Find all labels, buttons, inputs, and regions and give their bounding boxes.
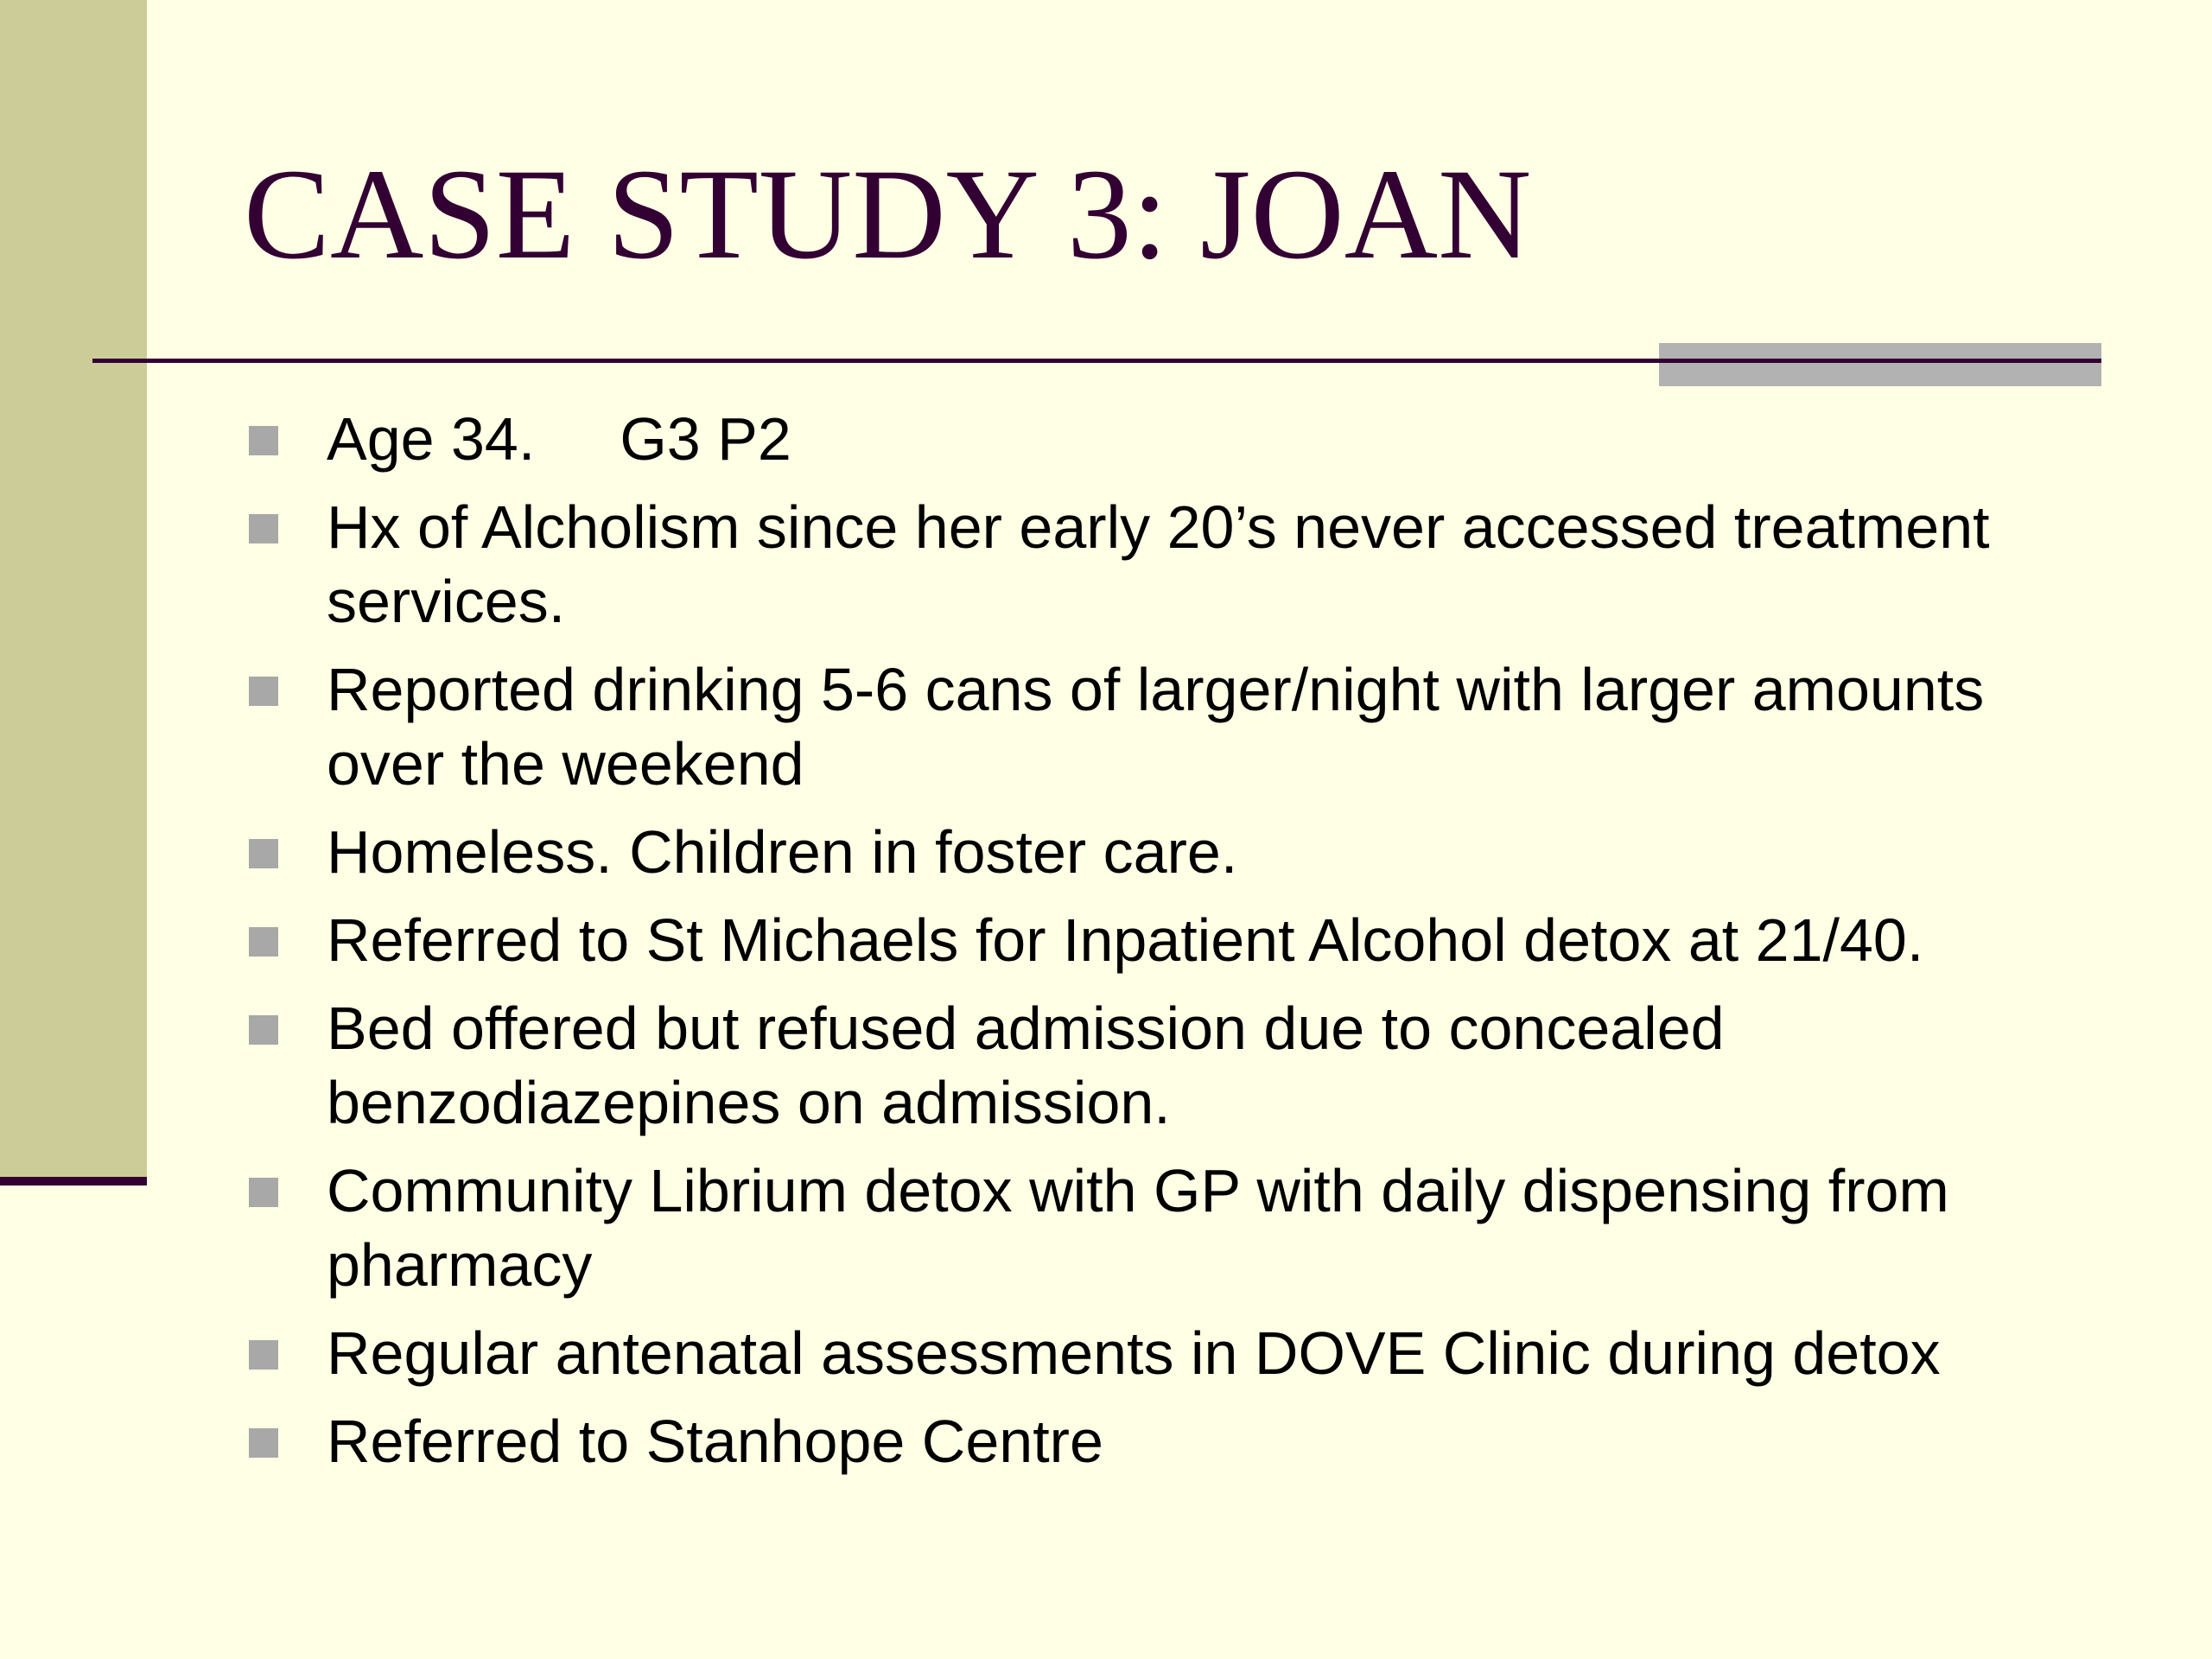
square-bullet-icon: [249, 1178, 278, 1207]
bullet-item-homeless: [246, 815, 2095, 889]
bullet-item-history: [246, 490, 2095, 639]
bullet-text-obstetric: G3 P2: [620, 405, 791, 473]
square-bullet-icon: [249, 514, 278, 543]
title-accent-line: [1659, 359, 2101, 363]
bullet-text: Hx of Alcholism since her early 20’s never accessed treatment services.: [327, 493, 1990, 635]
square-bullet-icon: [249, 677, 278, 706]
bullet-text: Homeless. Children in foster care.: [327, 818, 1238, 886]
bullet-text-age: Age 34.: [327, 405, 536, 473]
square-bullet-icon: [249, 1428, 278, 1458]
bullet-item-referral: [246, 903, 2095, 977]
square-bullet-icon: [249, 1340, 278, 1370]
bullet-text: Bed offered but refused admission due to concealed benzodiazepines on admission.: [327, 995, 1725, 1136]
bullet-text: Community Librium detox with GP with daily dispensing from pharmacy: [327, 1157, 1949, 1299]
square-bullet-icon: [249, 1015, 278, 1045]
square-bullet-icon: [249, 426, 278, 455]
bullet-text: Referred to Stanhope Centre: [327, 1408, 1103, 1475]
slide-title: CASE STUDY 3: JOAN: [244, 143, 1532, 286]
title-accent-bar: [1659, 343, 2101, 386]
left-decorative-band: [0, 0, 147, 1177]
bullet-item-stanhope: [246, 1404, 2095, 1478]
bullet-list: [246, 402, 2095, 1492]
bullet-text: Referred to St Michaels for Inpatient Alcohol detox at 21/40.: [327, 906, 1924, 974]
square-bullet-icon: [249, 839, 278, 868]
left-band-rule: [0, 1177, 147, 1185]
bullet-text: Reported drinking 5-6 cans of larger/night with larger amounts over the weekend: [327, 656, 1985, 798]
bullet-text: Regular antenatal assessments in DOVE Clinic during detox: [327, 1319, 1941, 1387]
square-bullet-icon: [249, 927, 278, 957]
bullet-item-community-detox: [246, 1154, 2095, 1302]
bullet-item-antenatal: [246, 1316, 2095, 1390]
bullet-item-age: [246, 402, 2095, 476]
bullet-item-drinking: [246, 652, 2095, 801]
bullet-item-admission: [246, 991, 2095, 1140]
